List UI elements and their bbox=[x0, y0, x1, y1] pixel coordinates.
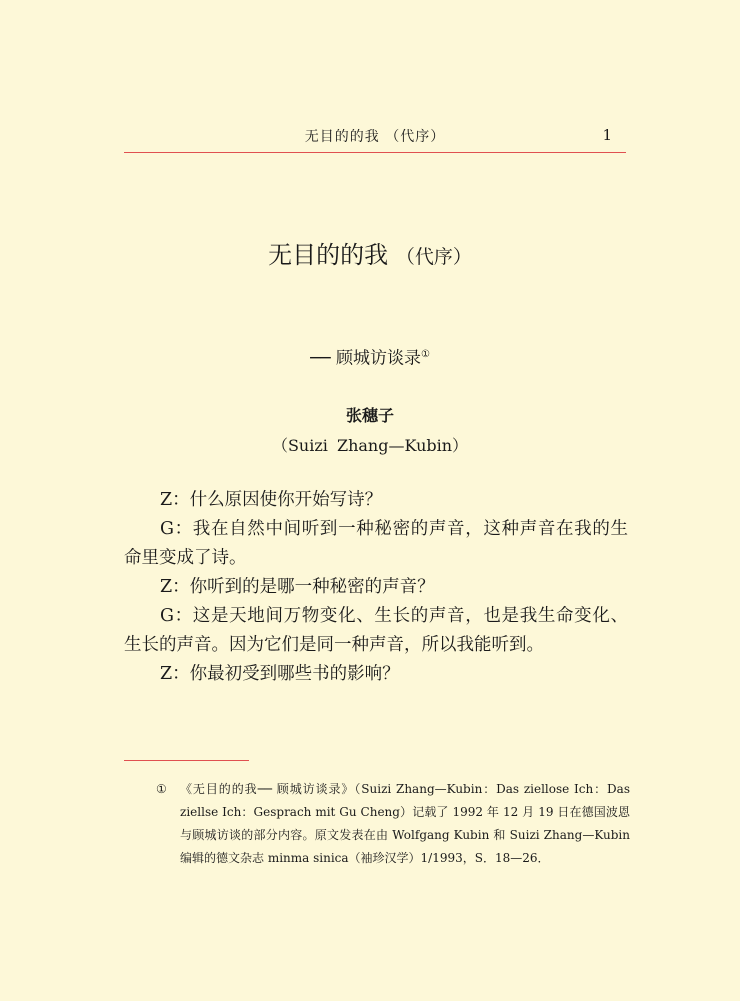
author-name: 张穗子 bbox=[345, 406, 394, 425]
page-number: 1 bbox=[602, 126, 612, 144]
header-rule bbox=[124, 152, 626, 153]
author-latin-name: （Suizi Zhang—Kubin） bbox=[271, 436, 469, 455]
dialogue-paragraph: Z：什么原因使你开始写诗？ bbox=[160, 490, 383, 510]
dialogue-paragraph: Z：你听到的是哪一种秘密的声音？ bbox=[160, 577, 435, 597]
footnote-mark: ① bbox=[156, 782, 167, 796]
footnote bbox=[156, 778, 630, 870]
dialogue-paragraph: G：我在自然中间听到一种秘密的声音，这种声音在我的生命里变成了诗。 bbox=[124, 519, 628, 568]
running-header bbox=[124, 124, 626, 152]
interview-text bbox=[124, 486, 628, 689]
title-paren: （代序） bbox=[395, 246, 472, 268]
dialogue-paragraph: Z：你最初受到哪些书的影响？ bbox=[160, 664, 400, 684]
title-main: 无目的的我 bbox=[268, 241, 389, 269]
page-title bbox=[0, 238, 740, 274]
footnote-rule bbox=[124, 760, 249, 761]
footnote-reference[interactable]: ① bbox=[420, 349, 430, 360]
footnote-text: 《无目的的我── 顾城访谈录》（Suizi Zhang—Kubin：Das ziellose Ich：Das ziellse Ich：Gesprach mit Gu Cheng）记载了 1992 年 12 月 19 日在德国波恩与顾城访谈的部分内容。原文发表在由 Wolfgang Kubin 和 Suizi Zhang—Kubin 编辑的德文杂志 minma sinica（袖珍汉学）1/1993，S．18—26． bbox=[180, 782, 630, 865]
subtitle bbox=[0, 342, 740, 372]
subtitle-text: ── 顾城访谈录 bbox=[310, 348, 421, 369]
dialogue-paragraph: G：这是天地间万物变化、生长的声音，也是我生命变化、生长的声音。因为它们是同一种声音，所以我能听到。 bbox=[124, 606, 628, 655]
running-title: 无目的的我 （代序） bbox=[304, 129, 446, 145]
